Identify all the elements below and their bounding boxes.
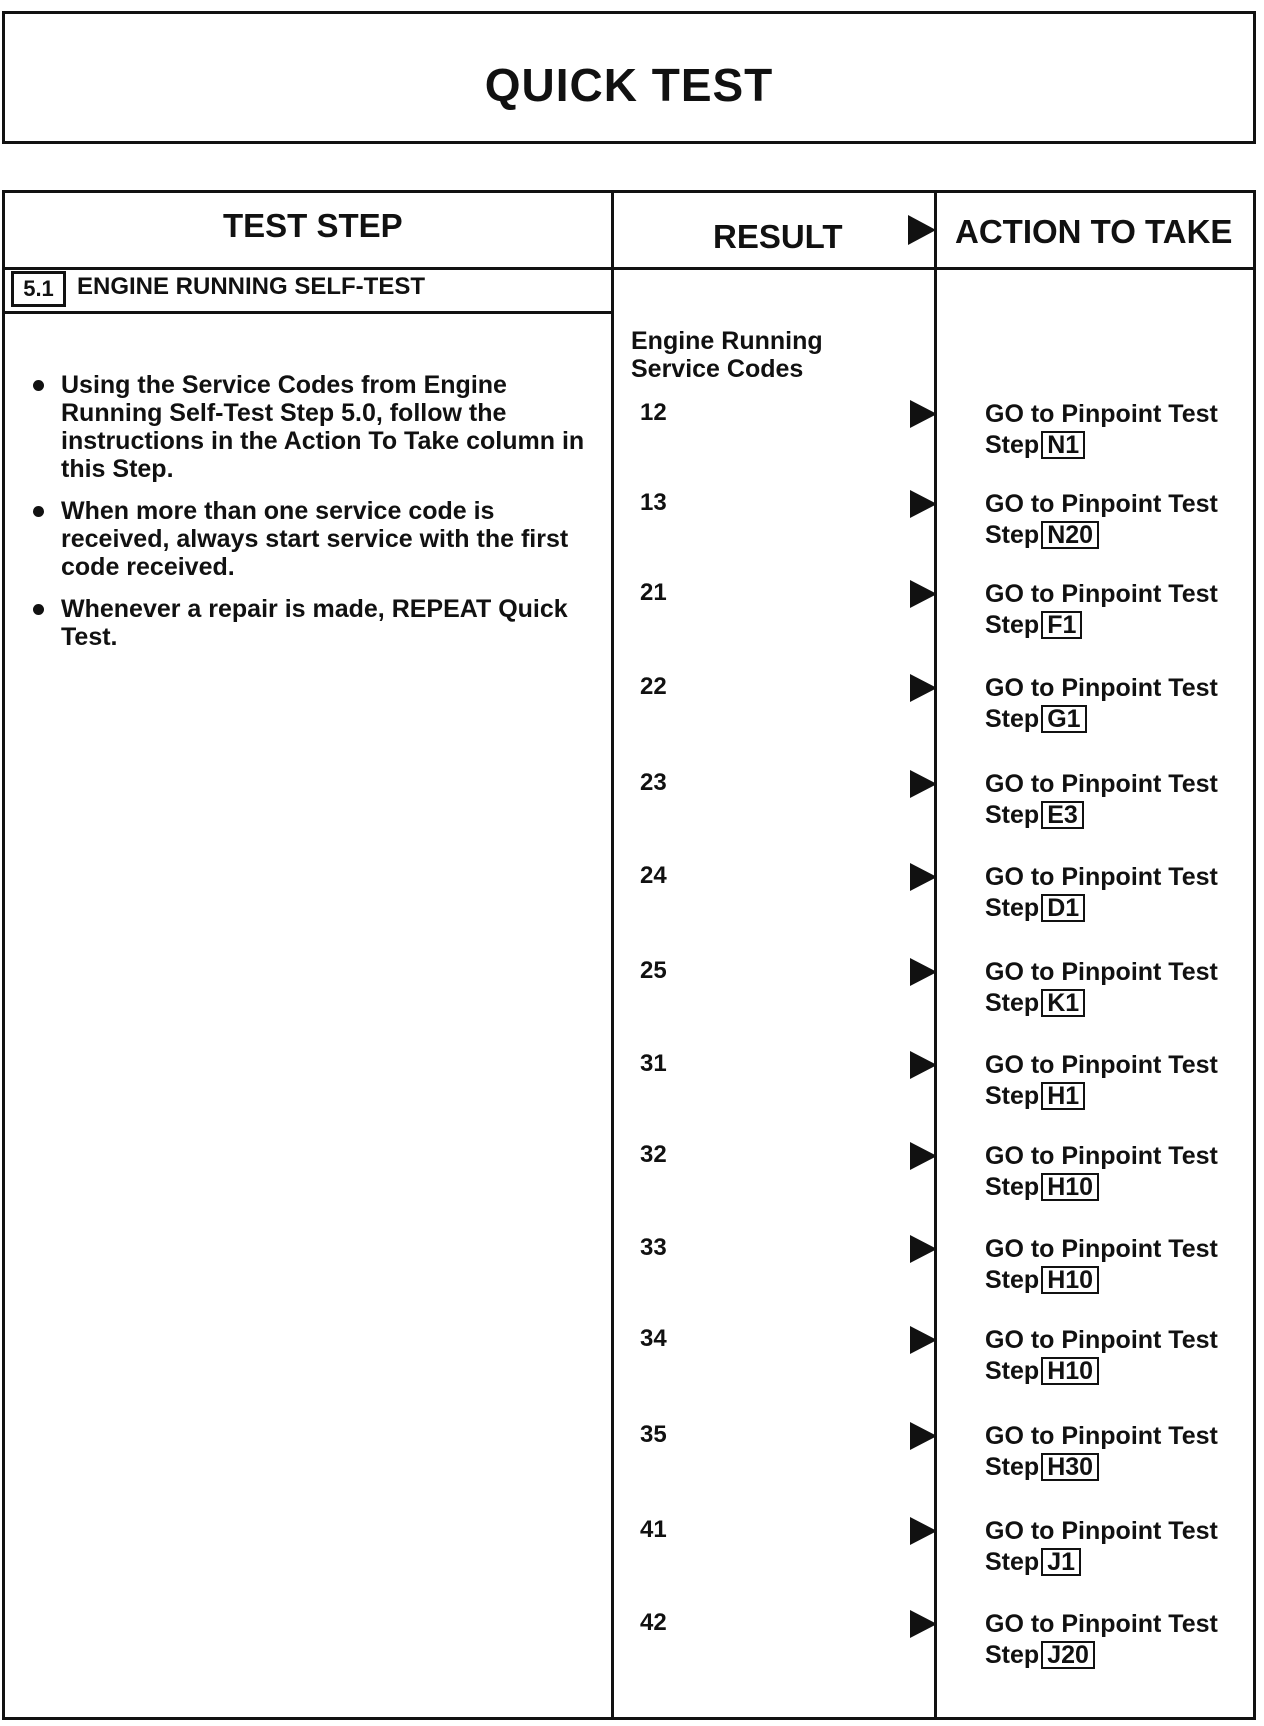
column-divider-result bbox=[611, 193, 614, 1717]
result-heading bbox=[631, 327, 823, 383]
table-row bbox=[5, 1050, 1253, 1110]
step-ref-box: N1 bbox=[1041, 431, 1085, 459]
action-text: GO to Pinpoint Test Step G1 bbox=[985, 674, 1218, 733]
step-ref-box: H10 bbox=[1041, 1357, 1099, 1385]
service-code: 12 bbox=[640, 399, 667, 426]
table-row bbox=[5, 1234, 1253, 1294]
step-title-divider bbox=[5, 311, 611, 314]
arrow-right-icon bbox=[910, 1610, 937, 1638]
step-ref-box: H1 bbox=[1041, 1082, 1085, 1110]
bullet-icon bbox=[33, 380, 44, 391]
arrow-right-icon bbox=[910, 400, 937, 428]
step-number: 5.1 bbox=[23, 276, 54, 301]
action-text: GO to Pinpoint Test Step J1 bbox=[985, 1517, 1218, 1576]
step-ref-box: H10 bbox=[1041, 1266, 1099, 1294]
action-text: GO to Pinpoint Test Step H10 bbox=[985, 1326, 1218, 1385]
action-text: GO to Pinpoint Test Step J20 bbox=[985, 1610, 1218, 1669]
header-result: RESULT bbox=[713, 218, 843, 255]
arrow-right-icon bbox=[910, 863, 937, 891]
arrow-right-icon bbox=[910, 1142, 937, 1170]
service-code: 22 bbox=[640, 673, 667, 700]
step-ref-box: H30 bbox=[1041, 1453, 1099, 1481]
action-text: GO to Pinpoint Test Step N1 bbox=[985, 400, 1218, 459]
step-ref-box: G1 bbox=[1041, 705, 1086, 733]
step-ref-box: J20 bbox=[1041, 1641, 1095, 1669]
arrow-right-icon bbox=[910, 1051, 937, 1079]
table-row bbox=[5, 1516, 1253, 1576]
instruction-text: Whenever a repair is made, REPEAT Quick Test. bbox=[61, 595, 568, 651]
table-row bbox=[5, 1609, 1253, 1669]
instruction-text: Using the Service Codes from Engine Running Self-Test Step 5.0, follow the instructions in the Action To Take column in this Step. bbox=[61, 371, 585, 483]
header-arrow-icon bbox=[908, 215, 936, 245]
list-item bbox=[29, 371, 609, 483]
step-ref-box: J1 bbox=[1041, 1548, 1081, 1576]
arrow-right-icon bbox=[910, 770, 937, 798]
action-text: GO to Pinpoint Test Step H10 bbox=[985, 1142, 1218, 1201]
result-heading-line1: Engine Running bbox=[631, 327, 823, 355]
action-text: GO to Pinpoint Test Step D1 bbox=[985, 863, 1218, 922]
step-ref-box: E3 bbox=[1041, 801, 1084, 829]
service-code: 13 bbox=[640, 489, 667, 516]
service-code: 24 bbox=[640, 862, 667, 889]
step-ref-box: F1 bbox=[1041, 611, 1082, 639]
arrow-right-icon bbox=[910, 1422, 937, 1450]
bullet-icon bbox=[33, 604, 44, 615]
action-text: GO to Pinpoint Test Step K1 bbox=[985, 958, 1218, 1017]
arrow-right-icon bbox=[910, 1235, 937, 1263]
service-code: 32 bbox=[640, 1141, 667, 1168]
table-row bbox=[5, 862, 1253, 922]
step-ref-box: D1 bbox=[1041, 894, 1085, 922]
service-code: 41 bbox=[640, 1516, 667, 1543]
instruction-text: When more than one service code is received, always start service with the first code received. bbox=[61, 497, 569, 581]
arrow-right-icon bbox=[910, 490, 937, 518]
action-text: GO to Pinpoint Test Step E3 bbox=[985, 770, 1218, 829]
service-code: 33 bbox=[640, 1234, 667, 1261]
arrow-right-icon bbox=[910, 674, 937, 702]
list-item bbox=[29, 595, 609, 651]
header-divider bbox=[5, 267, 1253, 270]
page-title: QUICK TEST bbox=[484, 59, 774, 111]
table-row bbox=[5, 1141, 1253, 1201]
step-ref-box: N20 bbox=[1041, 521, 1099, 549]
arrow-right-icon bbox=[910, 958, 937, 986]
service-code: 34 bbox=[640, 1325, 667, 1352]
list-item bbox=[29, 497, 609, 581]
table-row bbox=[5, 769, 1253, 829]
header-test-step: TEST STEP bbox=[223, 207, 403, 244]
arrow-right-icon bbox=[910, 1517, 937, 1545]
service-code: 35 bbox=[640, 1421, 667, 1448]
result-heading-line2: Service Codes bbox=[631, 355, 804, 383]
title-box bbox=[2, 11, 1256, 144]
table-row bbox=[5, 1421, 1253, 1481]
table-row bbox=[5, 957, 1253, 1017]
action-text: GO to Pinpoint Test Step H1 bbox=[985, 1051, 1218, 1110]
table-row bbox=[5, 1325, 1253, 1385]
service-code: 42 bbox=[640, 1609, 667, 1636]
action-text: GO to Pinpoint Test Step H10 bbox=[985, 1235, 1218, 1294]
step-number-box bbox=[11, 271, 66, 307]
service-code: 25 bbox=[640, 957, 667, 984]
arrow-right-icon bbox=[910, 1326, 937, 1354]
table-row bbox=[5, 673, 1253, 733]
instruction-list bbox=[29, 371, 609, 665]
arrow-right-icon bbox=[910, 580, 937, 608]
step-ref-box: H10 bbox=[1041, 1173, 1099, 1201]
action-text: GO to Pinpoint Test Step H30 bbox=[985, 1422, 1218, 1481]
service-code: 21 bbox=[640, 579, 667, 606]
header-action-to-take: ACTION TO TAKE bbox=[955, 213, 1233, 250]
quick-test-table bbox=[2, 190, 1256, 1720]
service-code: 23 bbox=[640, 769, 667, 796]
step-title: ENGINE RUNNING SELF-TEST bbox=[77, 273, 426, 300]
bullet-icon bbox=[33, 506, 44, 517]
step-ref-box: K1 bbox=[1041, 989, 1085, 1017]
service-code: 31 bbox=[640, 1050, 667, 1077]
action-text: GO to Pinpoint Test Step N20 bbox=[985, 490, 1218, 549]
action-text: GO to Pinpoint Test Step F1 bbox=[985, 580, 1218, 639]
